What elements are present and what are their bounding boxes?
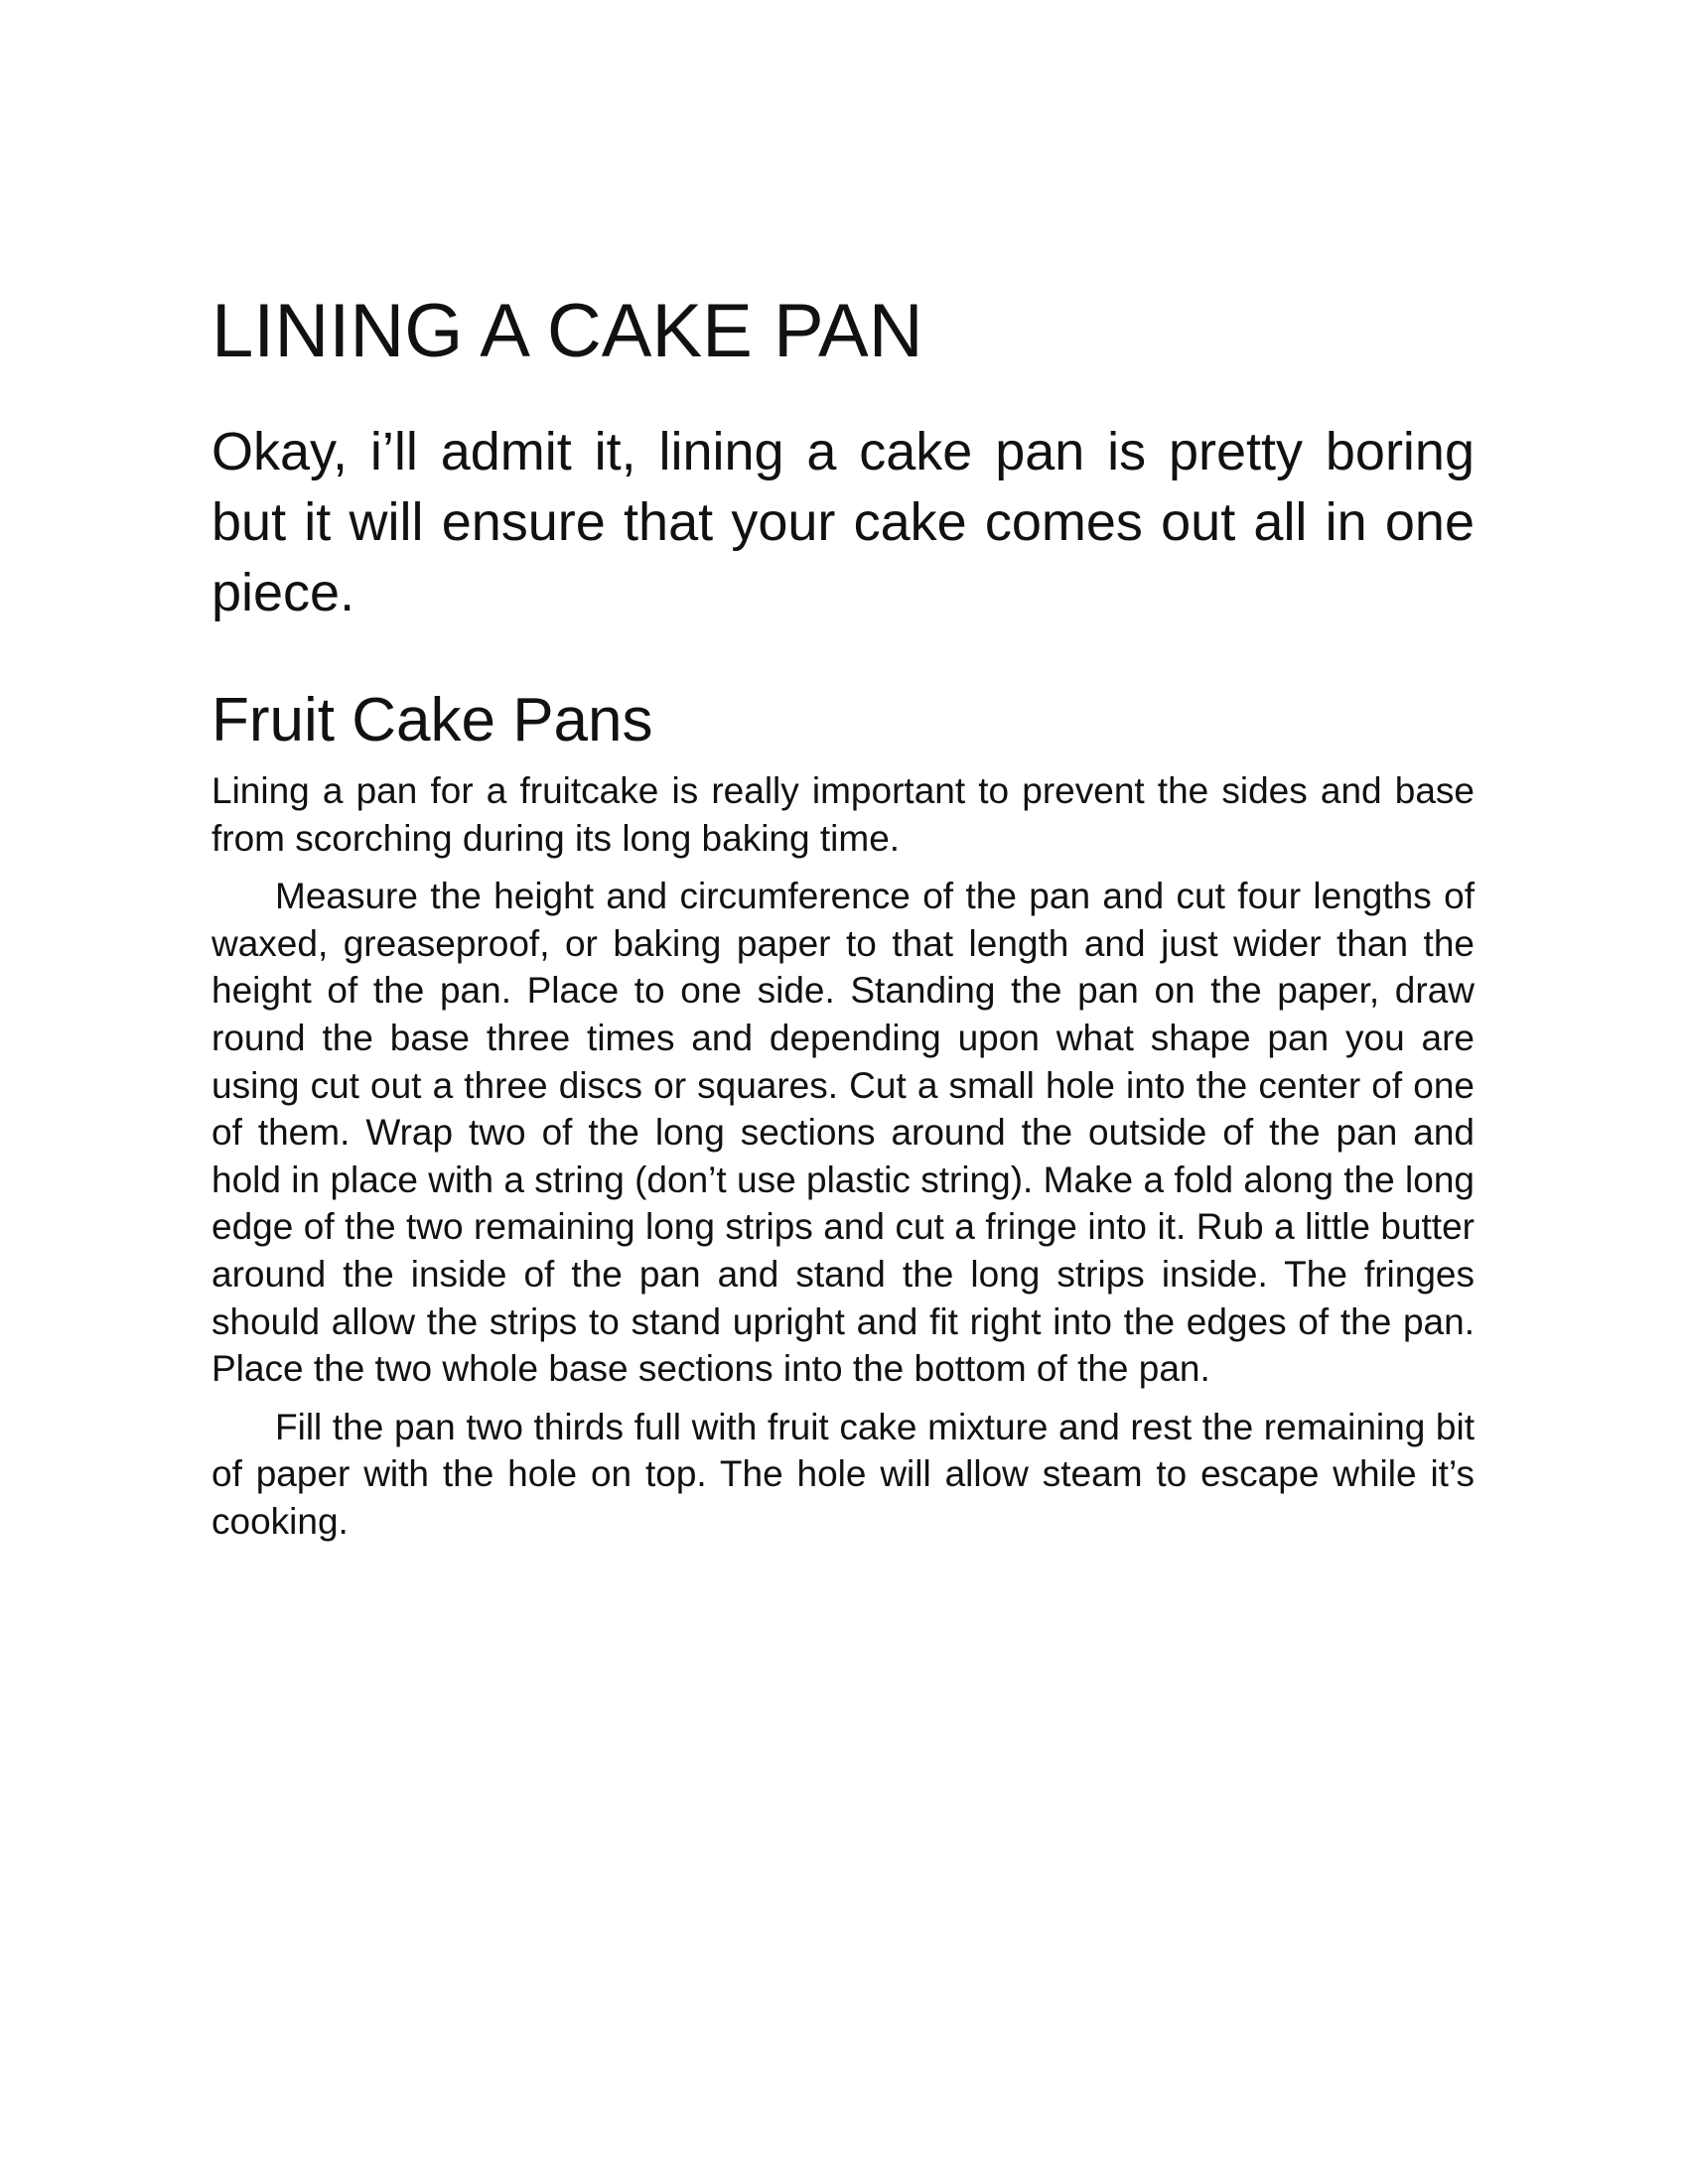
body-paragraph-1: Lining a pan for a fruitcake is really important to prevent the sides and base from scorching during its long baking time. <box>211 770 1475 859</box>
intro-paragraph: Okay, i’ll admit it, lining a cake pan is pretty boring but it will ensure that your cake comes out all in one piece. <box>211 422 1475 622</box>
body-paragraph-2: Measure the height and circumference of the pan and cut four lengths of waxed, greaseproof, or baking paper to that length and just wider than the height of the pan. Place to one side. Standing the pan on the paper, draw round the base three times and depending upon what shape pan you are using cut out a three discs or squares. Cut a small hole into the center of one of them. Wrap two of the long sections around the outside of the pan and hold in place with a string (don’t use plastic string). Make a fold along the long edge of the two remaining long strips and cut a fringe into it. Rub a little butter around the inside of the pan and stand the long strips inside. The fringes should allow the strips to stand upright and fit right into the edges of the pan. Place the two whole base sections into the bottom of the pan. <box>211 876 1475 1390</box>
section-heading: Fruit Cake Pans <box>211 686 653 754</box>
page-title: LINING A CAKE PAN <box>211 289 923 373</box>
document-page <box>211 286 1475 1546</box>
body-paragraph-3: Fill the pan two thirds full with fruit cake mixture and rest the remaining bit of paper with the hole on top. The hole will allow steam to escape while it’s cooking. <box>211 1406 1475 1542</box>
